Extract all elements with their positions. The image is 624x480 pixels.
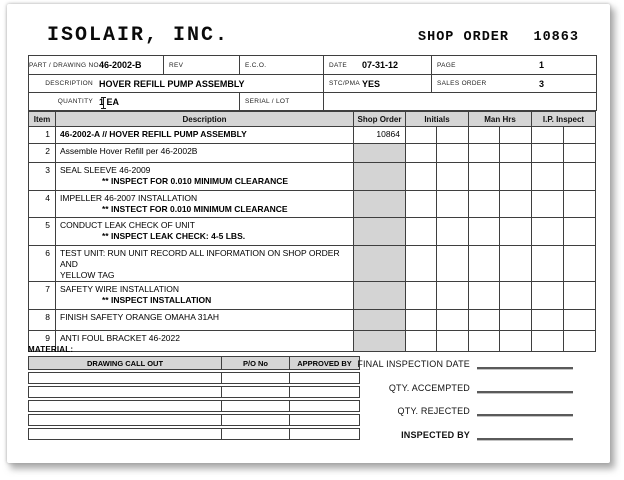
man-hrs-cell [469, 331, 500, 352]
col-header-man-hrs: Man Hrs [469, 112, 532, 127]
shop-order-cell [354, 282, 406, 310]
shop-order-label: SHOP ORDER [418, 30, 510, 45]
stcpma-label: STC/PMA [329, 80, 360, 87]
qty-accepted-line [477, 381, 573, 393]
table-row [29, 218, 596, 246]
ip-inspect-cell [564, 218, 596, 246]
part-drawing-no-field [29, 56, 163, 74]
table-row [29, 163, 596, 191]
item-line2: YELLOW TAG [60, 270, 115, 280]
man-hrs-cell [469, 163, 500, 191]
info-row-2 [29, 74, 596, 92]
item-number-cell: 6 [29, 246, 56, 282]
date-label: DATE [329, 61, 348, 69]
item-number-cell: 3 [29, 163, 56, 191]
info-row-3 [29, 92, 596, 110]
shop-order-number: 10863 [533, 30, 579, 45]
ip-inspect-cell [564, 246, 596, 282]
qty-rejected-line [477, 404, 573, 416]
man-hrs-cell [500, 127, 532, 144]
initials-cell [437, 246, 469, 282]
table-row [29, 331, 596, 352]
item-line2: ** INSPECT INSTALLATION [102, 295, 212, 305]
serial-lot-label: SERIAL / LOT [245, 98, 290, 105]
initials-cell [406, 163, 437, 191]
initials-cell [406, 246, 437, 282]
ip-inspect-cell [564, 282, 596, 310]
eco-label: E.C.O. [245, 61, 267, 69]
company-title: ISOLAIR, INC. [47, 24, 230, 47]
initials-cell [406, 127, 437, 144]
man-hrs-cell [500, 310, 532, 331]
item-line2: ** INSTECT FOR 0.010 MINIMUM CLEARANCE [102, 204, 288, 214]
initials-cell [437, 191, 469, 218]
col-header-initials: Initials [406, 112, 469, 127]
ip-inspect-cell [564, 144, 596, 163]
item-number-cell: 5 [29, 218, 56, 246]
sales-order-value: 3 [538, 78, 544, 89]
info-row-1 [29, 56, 596, 74]
item-line1: SEAL SLEEVE 46-2009 [60, 165, 151, 175]
material-section-label: MATERIAL: [28, 345, 74, 354]
ip-inspect-cell [532, 144, 564, 163]
item-line1: TEST UNIT: RUN UNIT RECORD ALL INFORMATION ON SHOP ORDER AND [60, 248, 340, 269]
initials-cell [437, 144, 469, 163]
shop-order-cell [354, 163, 406, 191]
quantity-value[interactable]: 1 EA [99, 96, 120, 107]
final-inspection-date-line [477, 357, 573, 369]
initials-cell [437, 163, 469, 191]
initials-cell [437, 282, 469, 310]
man-hrs-cell [469, 282, 500, 310]
item-line1: IMPELLER 46-2007 INSTALLATION [60, 193, 198, 203]
text-cursor-icon [100, 96, 107, 108]
shop-order-cell [354, 331, 406, 352]
inspected-by-line [477, 428, 573, 440]
initials-cell [437, 218, 469, 246]
man-hrs-cell [500, 246, 532, 282]
table-row [29, 127, 596, 144]
table-row [29, 310, 596, 331]
initials-cell [406, 282, 437, 310]
ip-inspect-cell [532, 331, 564, 352]
man-hrs-cell [500, 331, 532, 352]
sales-order-field [431, 75, 596, 92]
item-line1: CONDUCT LEAK CHECK OF UNIT [60, 220, 195, 230]
ip-inspect-cell [532, 246, 564, 282]
description-cell [56, 331, 354, 352]
description-cell [56, 218, 354, 246]
man-hrs-cell [500, 282, 532, 310]
man-hrs-cell [469, 127, 500, 144]
man-hrs-cell [469, 218, 500, 246]
col-header-drawing-call-out: DRAWING CALL OUT [28, 356, 222, 370]
ip-inspect-cell [564, 331, 596, 352]
rev-label: REV [169, 61, 184, 69]
ip-inspect-cell [564, 127, 596, 144]
item-line1: Assemble Hover Refill per 46-2002B [60, 146, 198, 156]
final-inspection-date-label: FINAL INSPECTION DATE [357, 359, 470, 369]
stcpma-field [323, 75, 431, 92]
ip-inspect-cell [532, 218, 564, 246]
work-items-table [28, 111, 596, 352]
initials-cell [406, 191, 437, 218]
table-row [29, 144, 596, 163]
eco-field [239, 56, 323, 74]
serial-lot-field [239, 93, 323, 110]
col-header-po-no: P/O No [222, 356, 290, 370]
item-number-cell: 7 [29, 282, 56, 310]
rev-field [163, 56, 239, 74]
stcpma-value: YES [362, 78, 381, 89]
ip-inspect-cell [532, 310, 564, 331]
info-empty-cell [323, 93, 596, 110]
table-row [29, 246, 596, 282]
items-header-row [29, 112, 596, 127]
quantity-field[interactable] [29, 93, 239, 110]
shop-order-title [418, 30, 579, 45]
part-drawing-no-label: PART / DRAWING NO [29, 61, 99, 69]
initials-cell [406, 310, 437, 331]
description-cell [56, 246, 354, 282]
page-field [431, 56, 596, 74]
item-line1: ANTI FOUL BRACKET 46-2022 [60, 333, 180, 343]
man-hrs-cell [500, 191, 532, 218]
description-cell [56, 127, 354, 144]
table-row [29, 282, 596, 310]
col-header-description: Description [56, 112, 354, 127]
description-cell [56, 310, 354, 331]
qty-rejected-row [270, 403, 573, 416]
table-row [29, 191, 596, 218]
col-header-ip-inspect: I.P. Inspect [532, 112, 596, 127]
ip-inspect-cell [564, 310, 596, 331]
description-cell [56, 191, 354, 218]
page-value: 1 [538, 60, 544, 70]
man-hrs-cell [469, 246, 500, 282]
col-header-item: Item [29, 112, 56, 127]
material-cell [28, 428, 222, 440]
initials-cell [437, 310, 469, 331]
shop-order-cell: 10864 [354, 127, 406, 144]
material-cell [28, 400, 222, 412]
item-number-cell: 8 [29, 310, 56, 331]
item-number-cell: 2 [29, 144, 56, 163]
man-hrs-cell [469, 191, 500, 218]
man-hrs-cell [500, 144, 532, 163]
item-line2: ** INSPECT LEAK CHECK: 4-5 LBS. [102, 231, 246, 241]
quantity-label: QUANTITY [57, 98, 93, 105]
col-header-shop-order: Shop Order [354, 112, 406, 127]
man-hrs-cell [500, 218, 532, 246]
ip-inspect-cell [564, 191, 596, 218]
ip-inspect-cell [532, 163, 564, 191]
item-number-cell: 1 [29, 127, 56, 144]
material-cell [28, 386, 222, 398]
item-number-cell: 9 [29, 331, 56, 352]
shop-order-cell [354, 144, 406, 163]
ip-inspect-cell [564, 163, 596, 191]
initials-cell [406, 144, 437, 163]
description-value: HOVER REFILL PUMP ASSEMBLY [99, 78, 245, 89]
ip-inspect-cell [532, 127, 564, 144]
date-field [323, 56, 431, 74]
initials-cell [406, 331, 437, 352]
item-line1: 46-2002-A // HOVER REFILL PUMP ASSEMBLY [60, 129, 247, 139]
final-inspection-date-row [270, 356, 573, 369]
inspected-by-row [270, 427, 573, 440]
item-number-cell: 4 [29, 191, 56, 218]
part-drawing-no-value: 46-2002-B [99, 60, 142, 70]
man-hrs-cell [469, 310, 500, 331]
shop-order-cell [354, 246, 406, 282]
ip-inspect-cell [532, 191, 564, 218]
shop-order-cell [354, 218, 406, 246]
initials-cell [406, 218, 437, 246]
description-field [29, 75, 323, 92]
page-label: PAGE [437, 61, 456, 69]
initials-cell [437, 331, 469, 352]
item-line1: FINISH SAFETY ORANGE OMAHA 31AH [60, 312, 220, 322]
man-hrs-cell [469, 144, 500, 163]
description-cell [56, 144, 354, 163]
qty-rejected-label: QTY. REJECTED [397, 406, 470, 416]
material-cell [28, 372, 222, 384]
material-cell [28, 414, 222, 426]
col-header-approved-by: APPROVED BY [290, 356, 360, 370]
shop-order-cell [354, 310, 406, 331]
initials-cell [437, 127, 469, 144]
man-hrs-cell [500, 163, 532, 191]
inspected-by-label: INSPECTED BY [401, 430, 470, 440]
description-cell [56, 282, 354, 310]
ip-inspect-cell [532, 282, 564, 310]
sales-order-label: SALES ORDER [437, 80, 487, 87]
description-cell [56, 163, 354, 191]
item-line2: ** INSPECT FOR 0.010 MINIMUM CLEARANCE [102, 176, 289, 186]
shop-order-cell [354, 191, 406, 218]
date-value: 07-31-12 [362, 60, 399, 70]
qty-accepted-label: QTY. ACCEMPTED [388, 383, 470, 393]
qty-accepted-row [270, 380, 573, 393]
item-line1: SAFETY WIRE INSTALLATION [60, 284, 180, 294]
description-label: DESCRIPTION [45, 80, 93, 87]
order-info-box [28, 55, 597, 111]
